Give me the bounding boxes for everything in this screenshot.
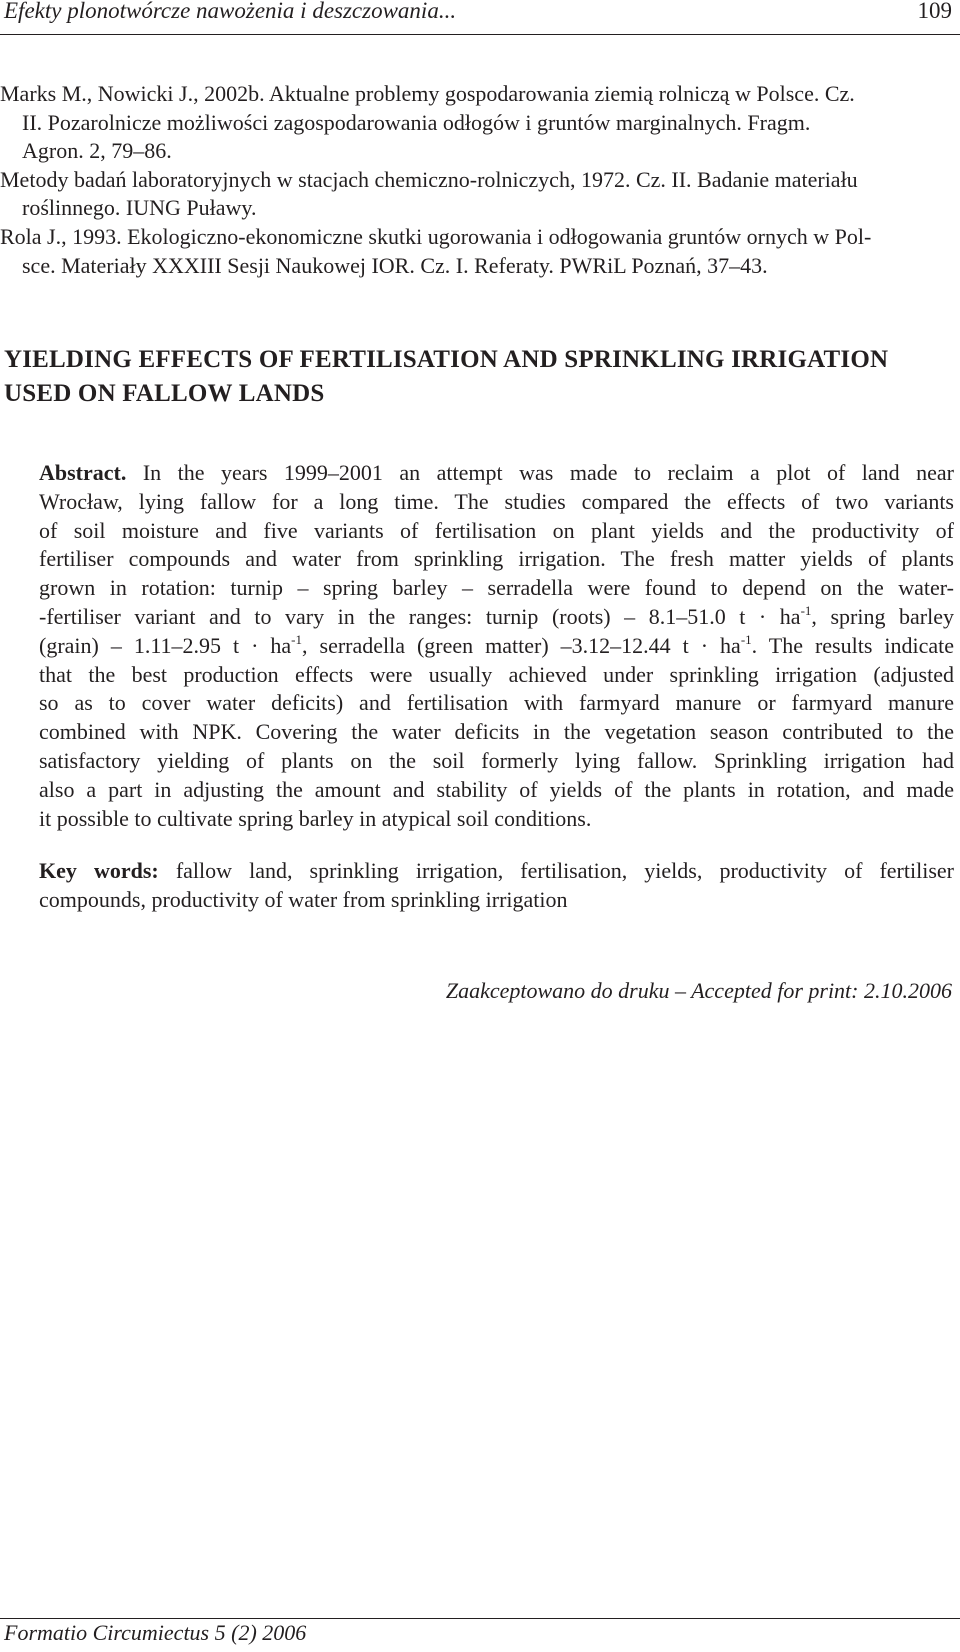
reference-item: [0, 223, 960, 280]
abstract-line: [39, 603, 954, 632]
abstract-line: also a part in adjusting the amount and stability of yields of the plants in rotation, and made: [39, 776, 954, 802]
keywords: [39, 857, 954, 915]
paper-title: [4, 343, 954, 411]
abstract-line: it possible to cultivate spring barley in atypical soil conditions.: [39, 805, 592, 831]
journal-footer: Formatio Circumiectus 5 (2) 2006: [4, 1620, 307, 1645]
abstract-text: , serradella (green matter) –3.12–12.44 t · ha: [302, 632, 741, 658]
reference-line: Metody badań laboratoryjnych w stacjach chemiczno-rolniczych, 1972. Cz. II. Badanie materiału: [0, 166, 858, 192]
abstract-line: [39, 459, 954, 488]
title-line: YIELDING EFFECTS OF FERTILISATION AND SPRINKLING IRRIGATION: [4, 346, 889, 373]
abstract-line: Wrocław, lying fallow for a long time. The studies compared the effects of two variants: [39, 488, 954, 514]
header-rule: [0, 34, 960, 35]
abstract-line: fertiliser compounds and water from sprinkling irrigation. The fresh matter yields of plants: [39, 546, 954, 572]
reference-line: Marks M., Nowicki J., 2002b. Aktualne problemy gospodarowania ziemią rolniczą w Polsce. Cz.: [0, 81, 855, 106]
abstract-line: that the best production effects were usually achieved under sprinkling irrigation (adjusted: [39, 661, 954, 687]
reference-line: sce. Materiały XXXIII Sesji Naukowej IOR. Cz. I. Referaty. PWRiL Poznań, 37–43.: [22, 252, 768, 278]
unit-exponent: -1: [800, 602, 812, 618]
reference-item: [0, 166, 960, 223]
reference-line: Rola J., 1993. Ekologiczno-ekonomiczne skutki ugorowania i odłogowania gruntów ornych w Pol-: [0, 223, 872, 249]
keywords-line: [39, 857, 954, 886]
abstract-line: so as to cover water deficits) and fertilisation with farmyard manure or farmyard manure: [39, 690, 954, 716]
reference-line: roślinnego. IUNG Puławy.: [22, 195, 257, 221]
abstract-line: [39, 632, 954, 661]
keywords-line: compounds, productivity of water from sprinkling irrigation: [39, 886, 568, 912]
keywords-text: fallow land, sprinkling irrigation, fertilisation, yields, productivity of fertiliser: [158, 858, 954, 883]
running-title: Efekty plonotwórcze nawożenia i deszczowania...: [4, 0, 457, 23]
footer-rule: [0, 1618, 960, 1619]
abstract-text: , spring barley: [811, 603, 954, 629]
title-line: USED ON FALLOW LANDS: [4, 380, 325, 407]
abstract-text: -fertiliser variant and to vary in the ranges: turnip (roots) – 8.1–51.0 t · ha: [39, 603, 801, 629]
abstract-line: grown in rotation: turnip – spring barley – serradella were found to depend on the water-: [39, 575, 954, 601]
accepted-date-note: Zaakceptowano do druku – Accepted for print: 2.10.2006: [445, 978, 952, 1003]
reference-item: [0, 80, 960, 166]
abstract-line: combined with NPK. Covering the water deficits in the vegetation season contributed to the: [39, 719, 954, 745]
abstract-label: Abstract.: [39, 460, 127, 485]
keywords-label: Key words:: [39, 858, 159, 883]
abstract-text: . The results indicate: [751, 632, 955, 658]
abstract-line: satisfactory yielding of plants on the soil formerly lying fallow. Sprinkling irrigation had: [39, 747, 954, 773]
abstract-text: (grain) – 1.11–2.95 t · ha: [39, 632, 292, 658]
unit-exponent: -1: [291, 631, 303, 647]
abstract-line: of soil moisture and five variants of fertilisation on plant yields and the productivity of: [39, 517, 954, 543]
reference-line: Agron. 2, 79–86.: [22, 138, 172, 164]
page-number: 109: [917, 0, 952, 23]
abstract-text: In the years 1999–2001 an attempt was made to reclaim a plot of land near: [126, 460, 954, 485]
abstract: [39, 459, 954, 833]
reference-line: II. Pozarolnicze możliwości zagospodarowania odłogów i gruntów marginalnych. Fragm.: [22, 109, 811, 135]
reference-list: [0, 80, 960, 280]
unit-exponent: -1: [740, 631, 752, 647]
